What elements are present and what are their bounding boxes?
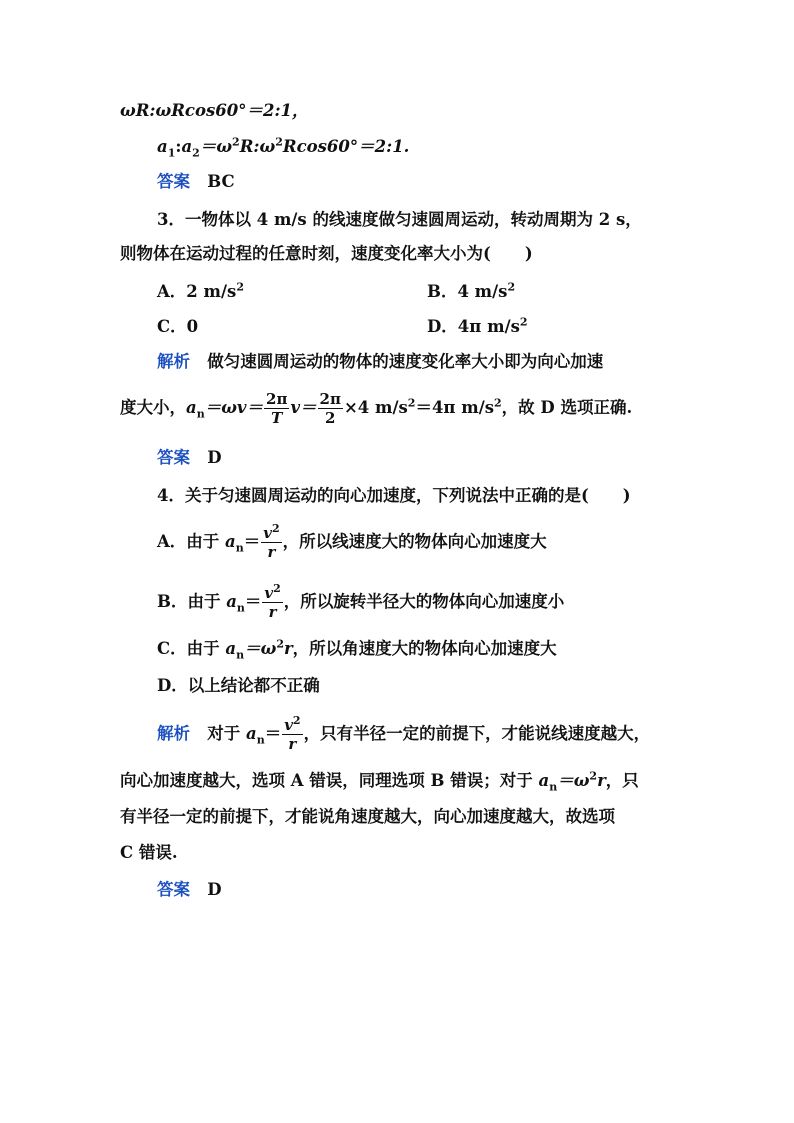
question-3-line1: 3．一物体以 4 m/s 的线速度做匀速圆周运动，转动周期为 2 s， [157,210,642,229]
question-3-options-ab: A．2 $m/s^2$ B．4 $m/s^2$ [157,280,516,301]
question-4-option-a: A．由于 $a_n=$ $\frac{v^2}{r}$ ，所以线速度大的物体向心加速度大 [157,522,547,561]
question-4-option-d: D．以上结论都不正确 [157,676,320,695]
answer-label: 答案 [157,448,190,467]
question-4-option-c: C．由于 $a_n=\omega^2r$，所以角速度大的物体向心加速度大 [157,637,557,662]
analysis-4-line4: C 错误. [120,843,178,862]
answer-label: 答案 [157,172,190,191]
question-3-options-cd [157,316,717,338]
question-4-stem: 4．关于匀速圆周运动的向心加速度，下列说法中正确的是( ) [157,486,631,505]
analysis-label: 解析 [157,724,190,743]
analysis-4-line2: 向心加速度越大，选项 A 错误，同理选项 B 错误；对于 $a_n=\omega^2r$，只 [120,769,639,794]
answer-value: D [207,880,222,899]
option-c: C．0 [157,317,199,336]
answer-line-q3 [157,447,222,469]
analysis-label: 解析 [157,352,190,371]
option-a: A．2 m/s [157,282,237,301]
analysis-3-formula-line: 度大小，$a_n=\omega v=$ $\frac{2\pi}{T}$ v＝ $\frac{2\pi}{2}$ ×4 $m/s^2=4\pi$ $m/s^2$，故 D 选项正确. [120,390,633,427]
option-b: B．4 $m/s^2$ [427,280,516,301]
fraction-2pi-over-2: $\frac{2\pi}{2}$ [319,390,341,427]
analysis-4-line3: 有半径一定的前提下，才能说角速度越大，向心加速度越大，故选项 [120,807,615,826]
answer-value: D [207,448,222,467]
option-d: D．4π $m/s^2$ [427,315,528,336]
analysis-3-line1: 解析 做匀速圆周运动的物体的速度变化率大小即为向心加速 [157,352,604,371]
analysis-4-line1: 解析 对于 $a_n=$ $\frac{v^2}{r}$ ，只有半径一定的前提下，才能说线速度越大， [157,714,651,753]
answer-line-q2 [157,171,235,193]
question-3-line2: 则物体在运动过程的任意时刻，速度变化率大小为( ) [120,244,533,263]
answer-label: 答案 [157,880,190,899]
question-4-option-b: B．由于 $a_n=$ $\frac{v^2}{r}$ ，所以旋转半径大的物体向心加速度小 [157,582,565,621]
answer-value: BC [207,172,235,191]
answer-line-q4 [157,879,222,901]
ratio-line-acceleration: $a_1:a_2=\omega^2R:\omega^2Rcos60^\circ=2:1$. [157,135,410,160]
ratio-line-velocity: ωR:ωRcos60°＝2:1， [120,101,309,120]
fraction-2pi-over-T: $\frac{2\pi}{T}$ [266,390,288,427]
